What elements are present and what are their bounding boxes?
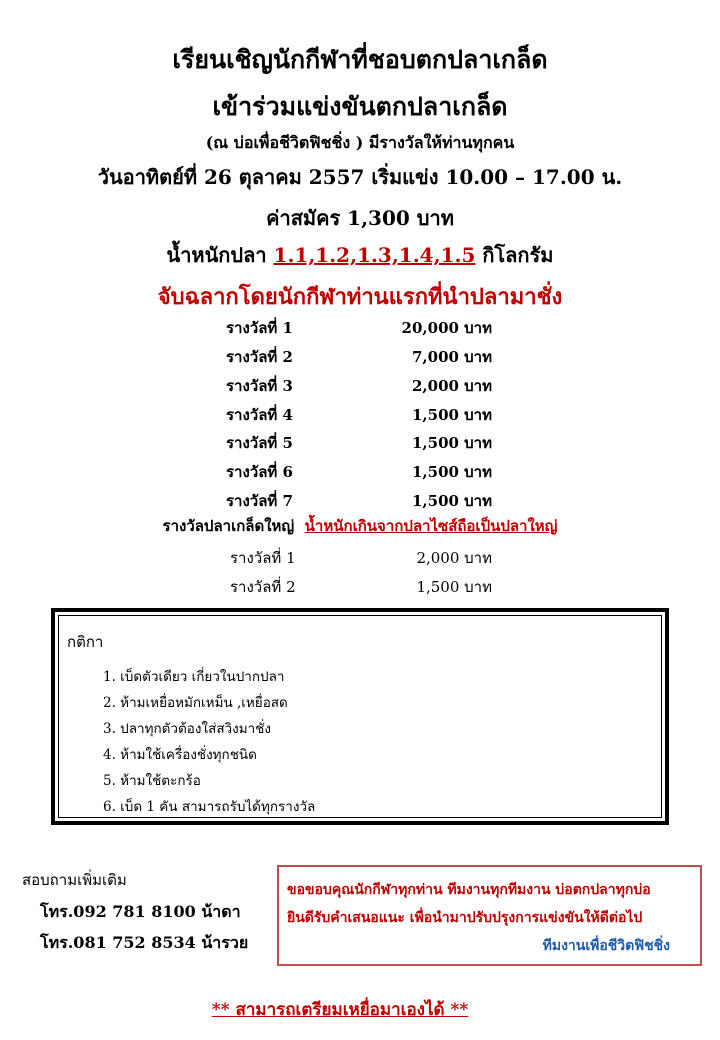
big-fish-label: รางวัลปลาเกล็ดใหญ่: [162, 517, 295, 535]
prize-amount: 7,000 บาท: [411, 348, 492, 366]
prize-label: รางวัลที่ 6: [226, 463, 293, 481]
fee-line: ค่าสมัคร 1,300 บาท: [266, 206, 454, 230]
big-fish-prize-row: [0, 575, 720, 603]
venue-line: (ณ บ่อเพื่อชีวิตฟิชชิ่ง ) มีรางวัลให้ท่านทุกคน: [205, 133, 515, 152]
prize-amount: 1,500 บาท: [411, 463, 492, 481]
thanks-line: ขอขอบคุณนักกีฬาทุกท่าน ทีมงานทุกทีมงาน บ่อตกปลาทุกบ่อ: [287, 882, 651, 898]
prize-row: [0, 345, 720, 373]
contact-phone: โทร.081 752 8534 น้ารวย: [40, 933, 249, 952]
prize-label: รางวัลที่ 5: [226, 434, 293, 452]
rule-item: 4. ห้ามใช้เครื่องชั่งทุกชนิด: [103, 747, 257, 763]
prize-amount: 2,000 บาท: [411, 377, 492, 395]
prize-row: [0, 403, 720, 431]
prize-row: [0, 489, 720, 517]
rule-item: 3. ปลาทุกตัวต้องใส่สวิงมาชั่ง: [103, 721, 271, 737]
prize-amount: 1,500 บาท: [416, 578, 492, 596]
contact-title: สอบถามเพิ่มเติม: [22, 871, 127, 889]
prize-amount: 20,000 บาท: [401, 319, 492, 337]
rules-box-inner: [58, 615, 662, 818]
prize-row: [0, 460, 720, 488]
rules-list: [103, 664, 315, 820]
prize-label: รางวัลที่ 3: [226, 377, 293, 395]
prize-label: รางวัลที่ 4: [226, 406, 293, 424]
prize-row: [0, 431, 720, 459]
weight-values: 1.1,1.2,1.3,1.4,1.5: [273, 243, 476, 267]
prize-label: รางวัลที่ 7: [226, 492, 293, 510]
weight-line: [0, 239, 720, 271]
date-line: วันอาทิตย์ที่ 26 ตุลาคม 2557 เริ่มแข่ง 10.00 – 17.00 น.: [97, 165, 623, 189]
prize-amount: 1,500 บาท: [411, 406, 492, 424]
prize-label: รางวัลที่ 2: [230, 578, 296, 596]
rules-title: กติกา: [67, 633, 104, 651]
prize-row: [0, 316, 720, 344]
prize-amount: 2,000 บาท: [416, 549, 492, 567]
prize-row: [0, 374, 720, 402]
rule-item: 1. เบ็ดตัวเดียว เกี่ยวในปากปลา: [103, 669, 285, 685]
big-fish-note: น้ำหนักเกินจากปลาไซส์ถือเป็นปลาใหญ่: [304, 517, 558, 535]
prize-amount: 1,500 บาท: [411, 434, 492, 452]
prize-label: รางวัลที่ 1: [230, 549, 296, 567]
thanks-line: ยินดีรับคำเสนอแนะ เพื่อนำมาปรับปรุงการแข่งขันให้ดีต่อไป: [287, 910, 643, 926]
prize-amount: 1,500 บาท: [411, 492, 492, 510]
prize-label: รางวัลที่ 2: [226, 348, 293, 366]
rule-item: 6. เบ็ด 1 คัน สามารถรับได้ทุกรางวัล: [103, 799, 316, 815]
footer-note: ** สามารถเตรียมเหยื่อมาเองได้ **: [211, 1000, 469, 1020]
prize-label: รางวัลที่ 1: [226, 319, 293, 337]
big-fish-prize-row: [0, 546, 720, 574]
draw-line: จับฉลากโดยนักกีฬาท่านแรกที่นำปลามาชั่ง: [157, 284, 563, 310]
headline-compete: เข้าร่วมแข่งขันตกปลาเกล็ด: [212, 92, 508, 121]
team-signature: ทีมงานเพื่อชีวิตฟิชชิ่ง: [542, 938, 670, 954]
weight-prefix: น้ำหนักปลา: [166, 243, 274, 267]
thanks-box: [277, 865, 702, 966]
rules-box: [51, 608, 669, 825]
rule-item: 5. ห้ามใช้ตะกร้อ: [103, 773, 201, 789]
rule-item: 2. ห้ามเหยื่อหมักเหม็น ,เหยื่อสด: [103, 695, 288, 711]
big-fish-heading: [0, 514, 720, 538]
weight-suffix: กิโลกรัม: [475, 243, 554, 267]
headline-invite: เรียนเชิญนักกีฬาที่ชอบตกปลาเกล็ด: [172, 45, 548, 74]
contact-phone: โทร.092 781 8100 น้าดา: [40, 902, 241, 921]
